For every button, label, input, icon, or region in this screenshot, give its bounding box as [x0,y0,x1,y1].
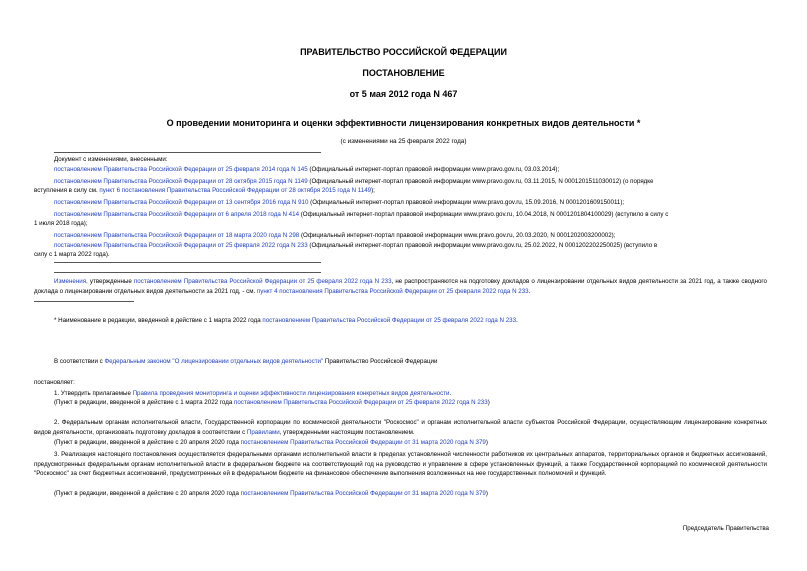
changes-link[interactable]: Изменения, [54,278,88,285]
change-link[interactable]: постановлением Правительства Российской Федерации от 25 февраля 2022 года N 233 [54,242,308,249]
change-item: постановлением Правительства Российской Федерации от 25 февраля 2022 года N 233 (Официальный интернет-портал правовой информации www.pravo.gov.ru, 25.02.2022, N 0001202202250025) (вступило в [54,242,658,249]
change-item: постановлением Правительства Российской Федерации от 6 апреля 2018 года N 414 (Официальный интернет-портал правовой информации www.pravo.gov.ru, 10.04.2018, N 0001201804100029) (вступило в силу с [54,211,669,218]
applicability-note: Изменения, утвержденные постановлением Правительства Российской Федерации от 25 февраля 2022 года N 233, не распространяются на подготовку докладов о лицензировании отдельных видов деятельности за 2021 год, а также сводного доклада о лицензировании отдельных видов деятельности за 2021 год, - см. пункт 4 постановления Правительства Российской Федерации от 25 февраля 2022 года N 233. [34,278,767,295]
change-item: постановлением Правительства Российской Федерации от 18 марта 2020 года N 298 (Официальный интернет-портал правовой информации www.pravo.gov.ru, 20.03.2020, N 0001202003200002); [54,232,616,239]
federal-law-link[interactable]: Федеральным законом "О лицензировании отдельных видов деятельности" [104,358,324,365]
document-subtitle: (с изменениями на 25 февраля 2022 года) [340,138,467,145]
change-link[interactable]: постановлением Правительства Российской Федерации от 13 сентября 2016 года N 910 [54,199,309,206]
rules-link[interactable]: Правилами [246,428,280,436]
change-item-continuation: 1 июля 2018 года); [34,220,88,227]
footnote-divider [34,301,134,302]
document-date-heading: от 5 мая 2012 года N 467 [349,89,458,99]
divider [54,262,321,263]
divider [54,152,321,153]
change-item-continuation: вступления в силу см. пункт 6 постановления Правительства Российской Федерации от 28 октября 2015 года N 1149); [34,187,375,194]
change-item: постановлением Правительства Российской Федерации от 28 октября 2015 года N 1149 (Официальный интернет-портал правовой информации www.pravo.gov.ru, 03.11.2015, N 0001201511030012) (о порядке [54,178,654,185]
change-link[interactable]: постановлением Правительства Российской Федерации от 25 февраля 2014 года N 145 [54,166,308,173]
change-link[interactable]: постановлением Правительства Российской Федерации от 18 марта 2020 года N 298 [54,232,300,239]
issuer-heading: ПРАВИТЕЛЬСТВО РОССИЙСКОЙ ФЕДЕРАЦИИ [300,47,507,57]
change-link[interactable]: постановлением Правительства Российской Федерации от 6 апреля 2018 года N 414 [54,211,300,218]
footnote-link[interactable]: постановлением Правительства Российской Федерации от 25 февраля 2022 года N 233 [262,317,517,324]
clause-2: 2. Федеральным органам исполнительной власти, Государственной корпорации по космической деятельности "Роскосмос" и органам исполнительной власти субъектов Российской Федерации, осуществляющим лицензирование конкретных видов деятельности, организовать подготовку докладов в соответствии с Правилами, утвержденными настоящим постановлением. [34,419,767,436]
change-item-continuation: силу с 1 марта 2022 года). [34,251,110,258]
clause-2-note: (Пункт в редакции, введенной в действие с 20 апреля 2020 года постановлением Правительства Российской Федерации от 31 марта 2020 года N 379) [54,439,488,446]
changes-intro: Документ с изменениями, внесенными: [54,156,168,163]
decides-label: постановляет: [34,379,75,386]
resolution-link[interactable]: постановлением Правительства Российской Федерации от 31 марта 2020 года N 379 [240,439,486,446]
change-link[interactable]: пункт 6 постановления Правительства Российской Федерации от 28 октября 2015 года N 1149 [99,187,372,194]
divider [54,272,321,273]
signature: Председатель Правительства [682,525,769,532]
resolution-link[interactable]: постановлением Правительства Российской Федерации от 25 февраля 2022 года N 233 [133,278,392,285]
footnote: * Наименование в редакции, введенной в действие с 1 марта 2022 года постановлением Правительства Российской Федерации от 25 февраля 2022 года N 233. [54,317,518,324]
resolution-clause-link[interactable]: пункт 4 постановления Правительства Российской Федерации от 25 февраля 2022 года N 233 [256,287,529,295]
change-item: постановлением Правительства Российской Федерации от 25 февраля 2014 года N 145 (Официальный интернет-портал правовой информации www.pravo.gov.ru, 03.03.2014); [54,166,560,173]
clause-3: 3. Реализация настоящего постановления осуществляется федеральными органами исполнительной власти в пределах установленной численности работников их центральных аппаратов, территориальных органов и бюджетных ассигнований, предусмотренных федеральным органам исполнительной власти в федеральном бюджете на соответствующий год на руководство и управление в сфере установленных функций, а также Государственной корпорацией по космической деятельности "Роскосмос" за счет бюджетных ассигнований, предусмотренных ей в федеральном бюджете на финансовое обеспечение выполнения возложенных на нее государственных полномочий и функций. [34,451,767,477]
document-type-heading: ПОСТАНОВЛЕНИЕ [362,68,445,78]
resolution-link[interactable]: постановлением Правительства Российской Федерации от 31 марта 2020 года N 379 [240,490,486,497]
change-item: постановлением Правительства Российской Федерации от 13 сентября 2016 года N 910 (Официальный интернет-портал правовой информации www.pravo.gov.ru, 15.09.2016, N 0001201609150011); [54,199,625,206]
clause-1: 1. Утвердить прилагаемые Правила проведения мониторинга и оценки эффективности лицензирования конкретных видов деятельности. [54,390,452,397]
clause-1-note: (Пункт в редакции, введенной в действие с 1 марта 2022 года постановлением Правительства Российской Федерации от 25 февраля 2022 года N 233) [54,399,490,406]
resolution-link[interactable]: постановлением Правительства Российской Федерации от 25 февраля 2022 года N 233 [234,399,488,406]
rules-link[interactable]: Правила проведения мониторинга и оценки эффективности лицензирования конкретных видов деятельности [132,390,450,397]
preamble: В соответствии с Федеральным законом "О лицензировании отдельных видов деятельности" Правительство Российской Федерации [54,358,438,365]
document-title: О проведении мониторинга и оценки эффективности лицензирования конкретных видов деятельности * [166,118,641,128]
clause-3-note: (Пункт в редакции, введенной в действие с 20 апреля 2020 года постановлением Правительства Российской Федерации от 31 марта 2020 года N 379) [54,490,488,497]
change-link[interactable]: постановлением Правительства Российской Федерации от 28 октября 2015 года N 1149 [54,178,308,185]
